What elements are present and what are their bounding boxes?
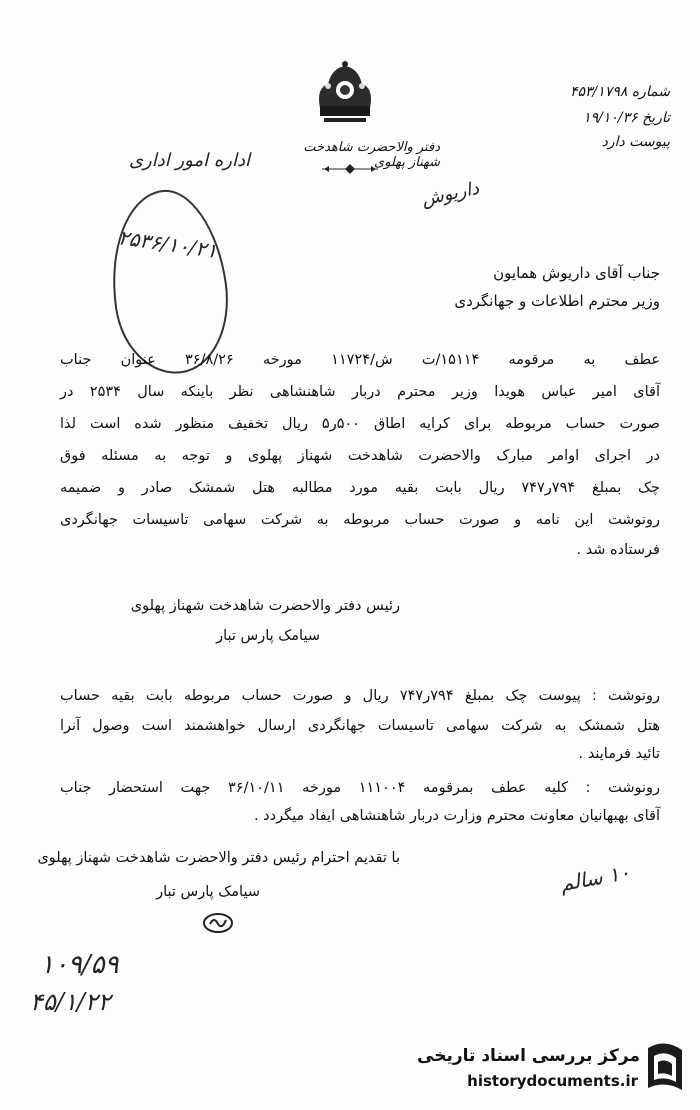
handwritten-signature: داریوش (419, 177, 481, 211)
body-line: عطف به مرقومه ۱۵۱۱۴/ت ش/۱۱۷۲۴ مورخه ۳۶/۸/۲۶ عنوان جناب (60, 352, 660, 368)
closing-title: با تقدیم احترام رئیس دفتر والاحضرت شاهدخت شهناز پهلوی (37, 850, 400, 866)
letter-number: شماره ۴۵۳/۱۷۹۸ (570, 84, 670, 100)
signature-name: سیامک پارس تبار (216, 628, 320, 644)
letterhead-organization: دفتر والاحضرت شاهدخت شهناز پهلوی (303, 140, 440, 170)
closing-name: سیامک پارس تبار (156, 884, 260, 900)
copy-line: رونوشت : کلیه عطف بمرقومه ۱۱۱۰۰۴ مورخه ۳۶/۱۰/۱۱ جهت استحضار جناب (60, 780, 661, 796)
body-line: فرستاده شد . (576, 542, 660, 558)
copy-line: رونوشت : پیوست چک بمبلغ ۷۹۴ر۷۴۷ ریال و صورت حساب مربوطه بابت بقیه حساب (60, 688, 660, 704)
body-line: چک بمبلغ ۷۹۴ر۷۴۷ ریال بابت بقیه مورد مطالبه هتل شمشک صادر و ضمیمه (60, 480, 660, 496)
body-line: صورت حساب مربوطه برای کرایه اطاق ۵۰۰ر۵ ریال تخفیف منظور شده است لذا (60, 416, 660, 432)
addressee-name: جناب آقای داریوش همایون (493, 264, 660, 282)
letter-attachment: پیوست دارد (601, 134, 670, 150)
archive-url: historydocuments.ir (467, 1072, 638, 1090)
handwritten-date: ۲۵۳۶/۱۰/۲۱ (116, 225, 219, 263)
copy-line: تائید فرمایند . (578, 746, 660, 762)
crown-emblem-icon (310, 58, 380, 128)
archive-logo-icon (642, 1040, 688, 1096)
letter-date: تاریخ ۱۹/۱۰/۳۶ (583, 110, 670, 126)
handwritten-initials-icon (200, 910, 236, 936)
addressee-title: وزیر محترم اطلاعات و جهانگردی (454, 292, 660, 310)
handwritten-side-note: ۱۰ سالم (558, 860, 632, 896)
signature-title: رئیس دفتر والاحضرت شاهدخت شهناز پهلوی (130, 598, 400, 614)
handwritten-number: ۴۵/۱/۲۲ (30, 988, 111, 1016)
body-line: رونوشت این نامه و صورت حساب مربوطه به شرکت سهامی تاسیسات جهانگردی (60, 512, 660, 528)
divider-ornament-icon (320, 162, 380, 176)
body-line: آقای امیر عباس هویدا وزیر محترم دربار شاهنشاهی نظر باینکه سال ۲۵۳۴ در (60, 384, 660, 400)
copy-line: آقای بهبهانیان معاونت محترم وزارت دربار شاهنشاهی ایفاد میگردد . (253, 808, 660, 824)
body-line: در اجرای اوامر مبارک والاحضرت شاهدخت شهناز پهلوی و توجه به مسئله فوق (60, 448, 660, 464)
handwritten-number: ۱۰۹/۵۹ (40, 950, 119, 980)
handwritten-note: اداره امور اداری (128, 150, 250, 171)
copy-line: هتل شمشک به شرکت سهامی تاسیسات جهانگردی ارسال خواهشمند است وصول آنرا (60, 718, 660, 734)
archive-center-name: مرکز بررسی اسناد تاریخی (417, 1046, 640, 1066)
